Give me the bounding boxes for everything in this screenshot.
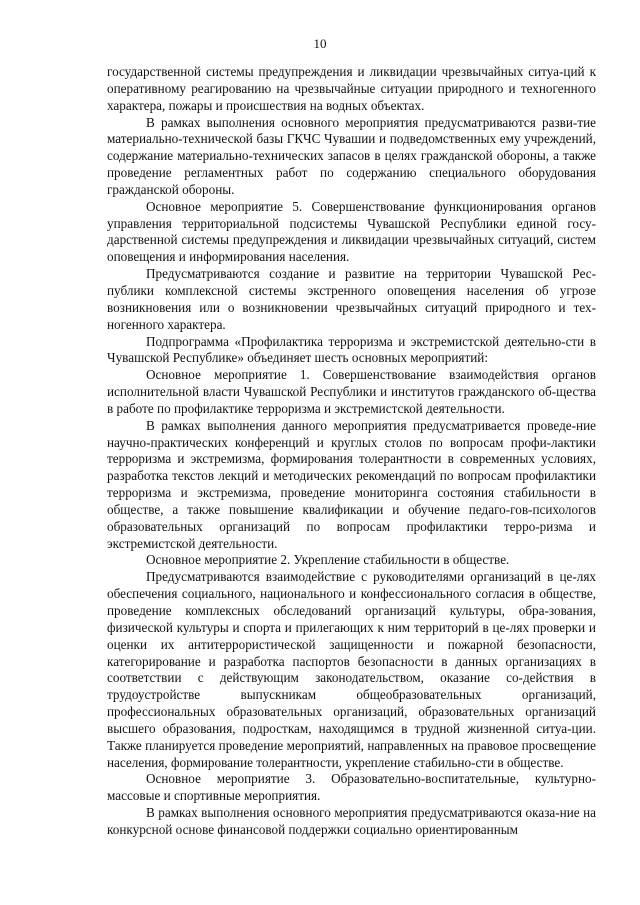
paragraph-4: Предусматриваются создание и развитие на территории Чувашской Рес-публики комплексной системы экстренного оповещения населения об угрозе возникновения или о возникновении чрезвычайных ситуаций природного и тех-ногенного характера.: [107, 266, 596, 332]
paragraph-1: государственной системы предупреждения и ликвидации чрезвычайных ситуа-ций к оперативному реагированию на чрезвычайные ситуации природного и техногенного характера, пожары и происшествия на водных объектах.: [107, 64, 596, 113]
paragraph-6: Основное мероприятие 1. Совершенствование взаимодействия органов исполнительной власти Чувашской Республики и институтов гражданского об-щества в работе по профилактике терроризма и экстремистской деятельности.: [107, 367, 596, 416]
paragraph-11: В рамках выполнения основного мероприятия предусматриваются оказа-ние на конкурсной основе финансовой поддержки социально ориентированным: [107, 805, 596, 837]
paragraph-9: Предусматриваются взаимодействие с руководителями организаций в це-лях обеспечения социального, национального и конфессионального согласия в обществе, проведение комплексных обследований организаций культуры, обра-зования, физической культуры и спорта и прилегающих к ним территорий в це-лях проверки и оценки их антитеррористической защищенности и пожарной безопасности, категорирование и разработка паспортов безопасности в данных организациях в соответствии с действующим законодательством, оказание со-действия в трудоустройстве выпускникам общеобразовательных организаций, профессиональных образовательных организаций, образовательных организаций высшего образования, подросткам, находящимся в трудной жизненной ситуа-ции. Также планируется проведение мероприятий, направленных на правовое просвещение населения, формирование толерантности, укрепление стабильно-сти в обществе.: [107, 569, 596, 770]
paragraph-2: В рамках выполнения основного мероприятия предусматриваются разви-тие материально-технической базы ГКЧС Чувашии и подведомственных ему учреждений, содержание материально-технических запасов в целях гражданской обороны, а также проведение регламентных работ по содержанию специального оборудования гражданской обороны.: [107, 114, 596, 197]
paragraph-5: Подпрограмма «Профилактика терроризма и экстремистской деятельно-сти в Чувашской Республике» объединяет шесть основных мероприятий:: [107, 333, 596, 366]
paragraph-10: Основное мероприятие 3. Образовательно-воспитательные, культурно-массовые и спортивные мероприятия.: [107, 771, 596, 804]
paragraph-3: Основное мероприятие 5. Совершенствование функционирования органов управления территориальной подсистемы Чувашской Республики единой госу-дарственной системы предупреждения и ликвидации чрезвычайных ситуаций, систем оповещения и информирования населения.: [107, 198, 596, 265]
paragraph-7: В рамках выполнения данного мероприятия предусматривается проведе-ние научно-практических конференций и круглых столов по вопросам профи-лактики терроризма и экстремизма, формирования толерантности в современных условиях, разработка текстов лекций и методических рекомендаций по вопросам профилактики терроризма и экстремизма, проведение мониторинга состояния стабильности в обществе, а также повышение квалификации и обучение педаго-гов-психологов образовательных организаций по вопросам профилактики терро-ризма и экстремистской деятельности.: [107, 417, 596, 551]
paragraph-8: Основное мероприятие 2. Укрепление стабильности в обществе.: [146, 552, 510, 568]
page-number: 10: [313, 36, 327, 51]
document-body: [107, 64, 596, 839]
